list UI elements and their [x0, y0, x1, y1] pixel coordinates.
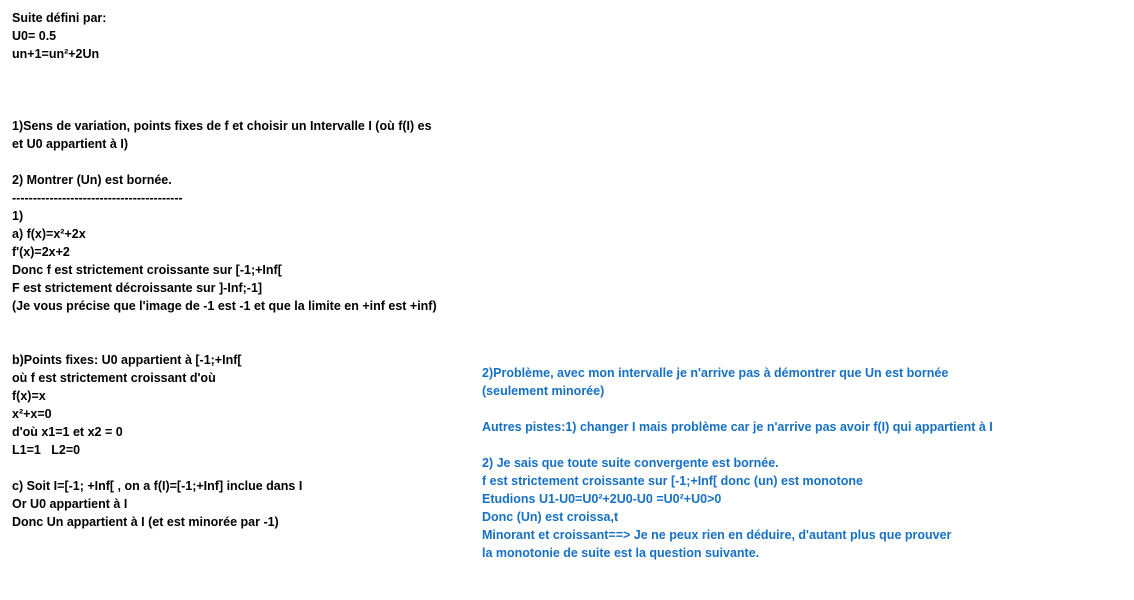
right-blank-line — [482, 400, 1122, 418]
left-text-line: L1=1 L2=0 — [12, 443, 81, 457]
left-text-line: Donc Un appartient à I (et est minorée par -1) — [12, 515, 279, 529]
left-text-line: f'(x)=2x+2 — [12, 245, 70, 259]
left-text-line: b)Points fixes: U0 appartient à [-1;+Inf[ — [12, 353, 242, 367]
left-text-line: F est strictement décroissante sur ]-Inf;-1] — [12, 281, 263, 295]
right-text-line: 2)Problème, avec mon intervalle je n'arrive pas à démontrer que Un est bornée — [482, 366, 949, 380]
left-text-line: f(x)=x — [12, 389, 46, 403]
left-text-line: Or U0 appartient à I — [12, 497, 128, 511]
right-text-line: Autres pistes:1) changer I mais problème car je n'arrive pas avoir f(I) qui appartient à I — [482, 420, 993, 434]
left-text-line: c) Soit I=[-1; +Inf[ , on a f(I)=[-1;+Inf] inclue dans I — [12, 479, 303, 493]
left-text-line: 1)Sens de variation, points fixes de f et choisir un Intervalle I (où f(I) es — [12, 119, 432, 133]
left-text-line: où f est strictement croissant d'où — [12, 371, 216, 385]
left-blank-line — [12, 315, 482, 333]
right-text-column — [482, 364, 1122, 562]
left-blank-line — [12, 153, 482, 171]
left-text-line: 2) Montrer (Un) est bornée. — [12, 173, 172, 187]
left-blank-line — [12, 333, 482, 351]
left-text-line: et U0 appartient à I) — [12, 137, 128, 151]
right-text-line: la monotonie de suite est la question suivante. — [482, 546, 760, 560]
left-text-line: un+1=un²+2Un — [12, 47, 100, 61]
right-text-line: 2) Je sais que toute suite convergente est bornée. — [482, 456, 779, 470]
left-text-line: Donc f est strictement croissante sur [-1;+Inf[ — [12, 263, 282, 277]
right-text-line: Minorant et croissant==> Je ne peux rien en déduire, d'autant plus que prouver — [482, 528, 952, 542]
left-text-column — [12, 9, 482, 531]
left-blank-line — [12, 459, 482, 477]
left-text-line: ----------------------------------------- — [12, 191, 183, 205]
right-text-line: Etudions U1-U0=U0²+2U0-U0 =U0²+U0>0 — [482, 492, 722, 506]
right-blank-line — [482, 436, 1122, 454]
left-blank-line — [12, 99, 482, 117]
left-text-line: x²+x=0 — [12, 407, 52, 421]
right-text-line: Donc (Un) est croissa,t — [482, 510, 619, 524]
left-text-line: U0= 0.5 — [12, 29, 57, 43]
left-text-line: d'où x1=1 et x2 = 0 — [12, 425, 123, 439]
left-text-line: Suite défini par: — [12, 11, 107, 25]
right-text-line: (seulement minorée) — [482, 384, 605, 398]
left-blank-line — [12, 63, 482, 81]
left-text-line: 1) — [12, 209, 24, 223]
left-blank-line — [12, 81, 482, 99]
left-text-line: a) f(x)=x²+2x — [12, 227, 86, 241]
right-text-line: f est strictement croissante sur [-1;+Inf[ donc (un) est monotone — [482, 474, 863, 488]
left-text-line: (Je vous précise que l'image de -1 est -1 et que la limite en +inf est +inf) — [12, 299, 437, 313]
